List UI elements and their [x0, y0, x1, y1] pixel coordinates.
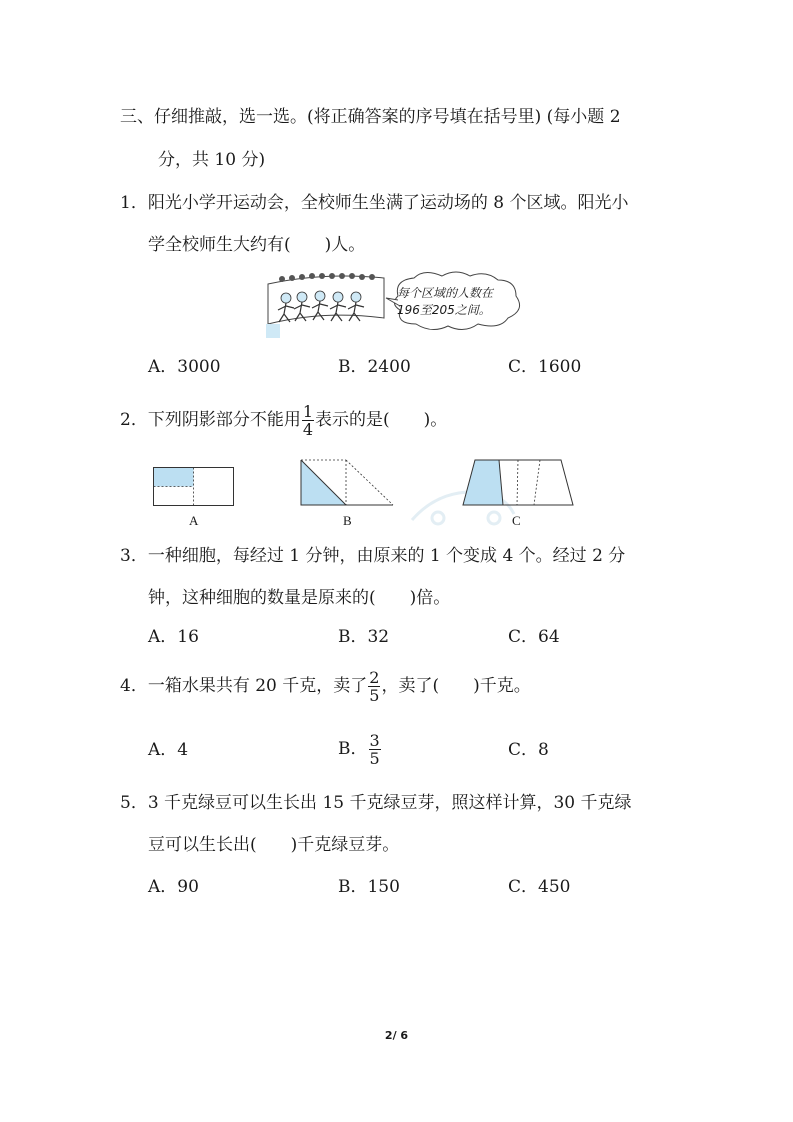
figure-c — [462, 459, 574, 507]
q1-text-line1: 1．阳光小学开运动会，全校师生坐满了运动场的 8 个区域。阳光小 — [120, 193, 629, 213]
q4-fraction — [368, 669, 380, 704]
q4-option-b[interactable] — [338, 729, 382, 769]
q2-fraction — [302, 403, 314, 438]
q2-fraction-denominator: 4 — [302, 420, 314, 439]
figure-b-label: B — [343, 513, 352, 528]
q4-option-b-numerator: 3 — [369, 731, 380, 750]
q3-text-line1: 3．一种细胞，每经过 1 分钟，由原来的 1 个变成 4 个。经过 2 分 — [120, 546, 626, 566]
q1-option-b[interactable]: B．2400 — [338, 357, 411, 377]
q1-option-a[interactable]: A．3000 — [148, 357, 221, 377]
q3-option-a[interactable]: A．16 — [148, 627, 199, 647]
figure-b — [300, 459, 396, 507]
q1-option-c[interactable]: C．1600 — [508, 357, 582, 377]
q4-option-a[interactable]: A．4 — [148, 740, 189, 760]
q5-option-c[interactable]: C．450 — [508, 877, 571, 897]
q1-text-line2: 学全校师生大约有( )人。 — [148, 235, 366, 255]
q4-text-before: 4．一箱水果共有 20 千克，卖了 — [120, 676, 368, 696]
q5-option-a[interactable]: A．90 — [148, 877, 199, 897]
q5-text-line1: 5．3 千克绿豆可以生长出 15 千克绿豆芽，照这样计算，30 千克绿 — [120, 793, 632, 813]
q4-option-c[interactable]: C．8 — [508, 740, 549, 760]
figure-a-label: A — [189, 513, 199, 528]
q4-option-b-fraction — [369, 732, 381, 767]
page-number: 2/ 6 — [384, 1029, 409, 1042]
q2-text — [120, 400, 447, 440]
q3-option-c[interactable]: C．64 — [508, 627, 560, 647]
figure-a-shade — [154, 468, 194, 487]
q4-option-b-denominator: 5 — [369, 749, 380, 768]
section-heading-line2: 分，共 10 分) — [158, 150, 266, 170]
q4-fraction-denominator: 5 — [369, 686, 380, 705]
q5-option-b[interactable]: B．150 — [338, 877, 400, 897]
q4-text-after: ，卖了( )千克。 — [381, 676, 531, 696]
q4-fraction-numerator: 2 — [369, 668, 380, 687]
figure-c-label: C — [512, 513, 521, 528]
q2-fraction-numerator: 1 — [302, 402, 314, 421]
q5-text-line2: 豆可以生长出( )千克绿豆芽。 — [148, 835, 400, 855]
section-heading-line1: 三、仔细推敲，选一选。(将正确答案的序号填在括号里) (每小题 2 — [120, 107, 621, 127]
q4-option-b-prefix: B． — [338, 739, 368, 759]
q2-text-after: 表示的是( )。 — [315, 410, 448, 430]
q3-text-line2: 钟，这种细胞的数量是原来的( )倍。 — [148, 588, 451, 608]
bubble-text-line1: 每个区域的人数在 — [397, 286, 494, 300]
figure-a — [153, 467, 235, 507]
bubble-text — [397, 285, 493, 319]
q2-text-before: 2．下列阴影部分不能用 — [120, 410, 301, 430]
bubble-text-line2: 196至205之间。 — [397, 303, 491, 317]
q4-text — [120, 666, 531, 706]
q3-option-b[interactable]: B．32 — [338, 627, 390, 647]
